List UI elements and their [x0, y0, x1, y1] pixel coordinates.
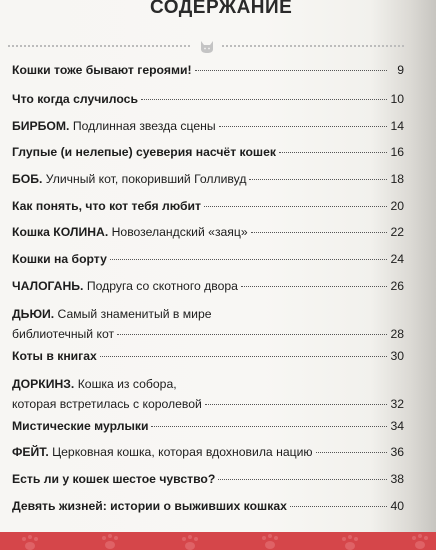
toc-entry-title: Кошки на борту	[12, 252, 107, 266]
paw-print-pattern-icon	[0, 532, 436, 550]
toc-entry	[12, 498, 404, 515]
toc-entry	[12, 62, 404, 79]
toc-entry	[12, 471, 404, 488]
dot-leader	[195, 70, 387, 71]
toc-entry-page: 16	[390, 145, 404, 159]
toc-entry	[12, 278, 404, 295]
dot-leader	[204, 206, 387, 207]
toc-entry-page: 36	[390, 445, 404, 459]
toc-entry	[12, 118, 404, 135]
dot-leader	[316, 452, 387, 453]
toc-entry-title: БОБ.	[12, 172, 43, 186]
toc-entry-page: 32	[390, 397, 404, 411]
toc-entry-subtitle: Самый знаменитый в мире	[54, 307, 212, 321]
cat-head-icon	[198, 37, 216, 55]
dot-leader	[249, 179, 387, 180]
toc-entry-page: 30	[390, 349, 404, 363]
dot-leader	[290, 506, 387, 507]
toc-entry-subtitle: Новозеландский «заяц»	[108, 225, 248, 239]
dot-leader	[218, 479, 387, 480]
toc-entry-page: 24	[390, 252, 404, 266]
dot-leader	[279, 152, 387, 153]
toc-entry-title: Мистические мурлыки	[12, 419, 149, 433]
toc-entry-title: ФЕЙТ.	[12, 445, 49, 459]
toc-entry-title: ЧАЛОГАНЬ.	[12, 279, 84, 293]
dot-leader	[117, 334, 387, 335]
toc-entry-title: Глупые (и нелепые) суеверия насчёт кошек	[12, 145, 276, 159]
toc-entry-subtitle: Церковная кошка, которая вдохновила нацию	[48, 445, 313, 459]
toc-entry-subtitle-line2: которая встретилась с королевой	[12, 397, 202, 411]
dot-leader	[251, 232, 387, 233]
dot-leader	[151, 426, 387, 427]
toc-entry-title: Как понять, что кот тебя любит	[12, 199, 201, 213]
toc-entry-page: 38	[390, 472, 404, 486]
page-title: СОДЕРЖАНИЕ	[150, 0, 293, 18]
toc-entry	[12, 224, 404, 241]
dot-leader	[205, 404, 387, 405]
dot-leader	[141, 99, 387, 100]
toc-entry-title: ДОРКИНЗ.	[12, 377, 75, 391]
toc-entry-title: Что когда случилось	[12, 92, 138, 106]
toc-entry	[12, 444, 404, 461]
toc-entry-subtitle: Уличный кот, покоривший Голливуд	[42, 172, 247, 186]
toc-entry-page: 28	[390, 327, 404, 341]
toc-entry-page: 26	[390, 279, 404, 293]
divider-line-right	[222, 45, 404, 47]
toc-entry-subtitle: Кошка из собора,	[74, 377, 177, 391]
toc-entry-title: БИРБОМ.	[12, 119, 70, 133]
toc-entry-subtitle: Подруга со скотного двора	[83, 279, 238, 293]
toc-entry-page: 20	[390, 199, 404, 213]
toc-entry	[12, 198, 404, 215]
toc-entry-page: 40	[390, 499, 404, 513]
toc-entry-page: 22	[390, 225, 404, 239]
divider-line-left	[8, 45, 190, 47]
toc-entry-title: Есть ли у кошек шестое чувство?	[12, 472, 216, 486]
decorative-paw-band	[0, 532, 436, 550]
toc-entry-title: Коты в книгах	[12, 349, 97, 363]
toc-entry-subtitle: Подлинная звезда сцены	[69, 119, 216, 133]
toc-entry-title: Кошка КОЛИНА.	[12, 225, 109, 239]
toc-entry-page: 10	[390, 92, 404, 106]
toc-entry-page: 18	[390, 172, 404, 186]
toc-entry-title: Кошки тоже бывают героями!	[12, 63, 192, 77]
toc-entry	[12, 306, 404, 343]
toc-entry	[12, 251, 404, 268]
toc-entry-page: 9	[397, 63, 404, 77]
toc-entry	[12, 376, 404, 413]
toc-entry	[12, 171, 404, 188]
dot-leader	[219, 126, 387, 127]
toc-entry-subtitle-line2: библиотечный кот	[12, 327, 115, 341]
title-divider	[8, 38, 404, 54]
toc-entry	[12, 144, 404, 161]
toc-entry	[12, 418, 404, 435]
toc-entry-title: ДЬЮИ.	[12, 307, 55, 321]
toc-entry	[12, 91, 404, 108]
toc-entry	[12, 348, 404, 365]
dot-leader	[100, 356, 387, 357]
dot-leader	[110, 259, 387, 260]
toc-entry-title: Девять жизней: истории о выживших кошках	[12, 499, 287, 513]
toc-entry-page: 34	[390, 419, 404, 433]
dot-leader	[241, 286, 387, 287]
toc-entry-page: 14	[390, 119, 404, 133]
